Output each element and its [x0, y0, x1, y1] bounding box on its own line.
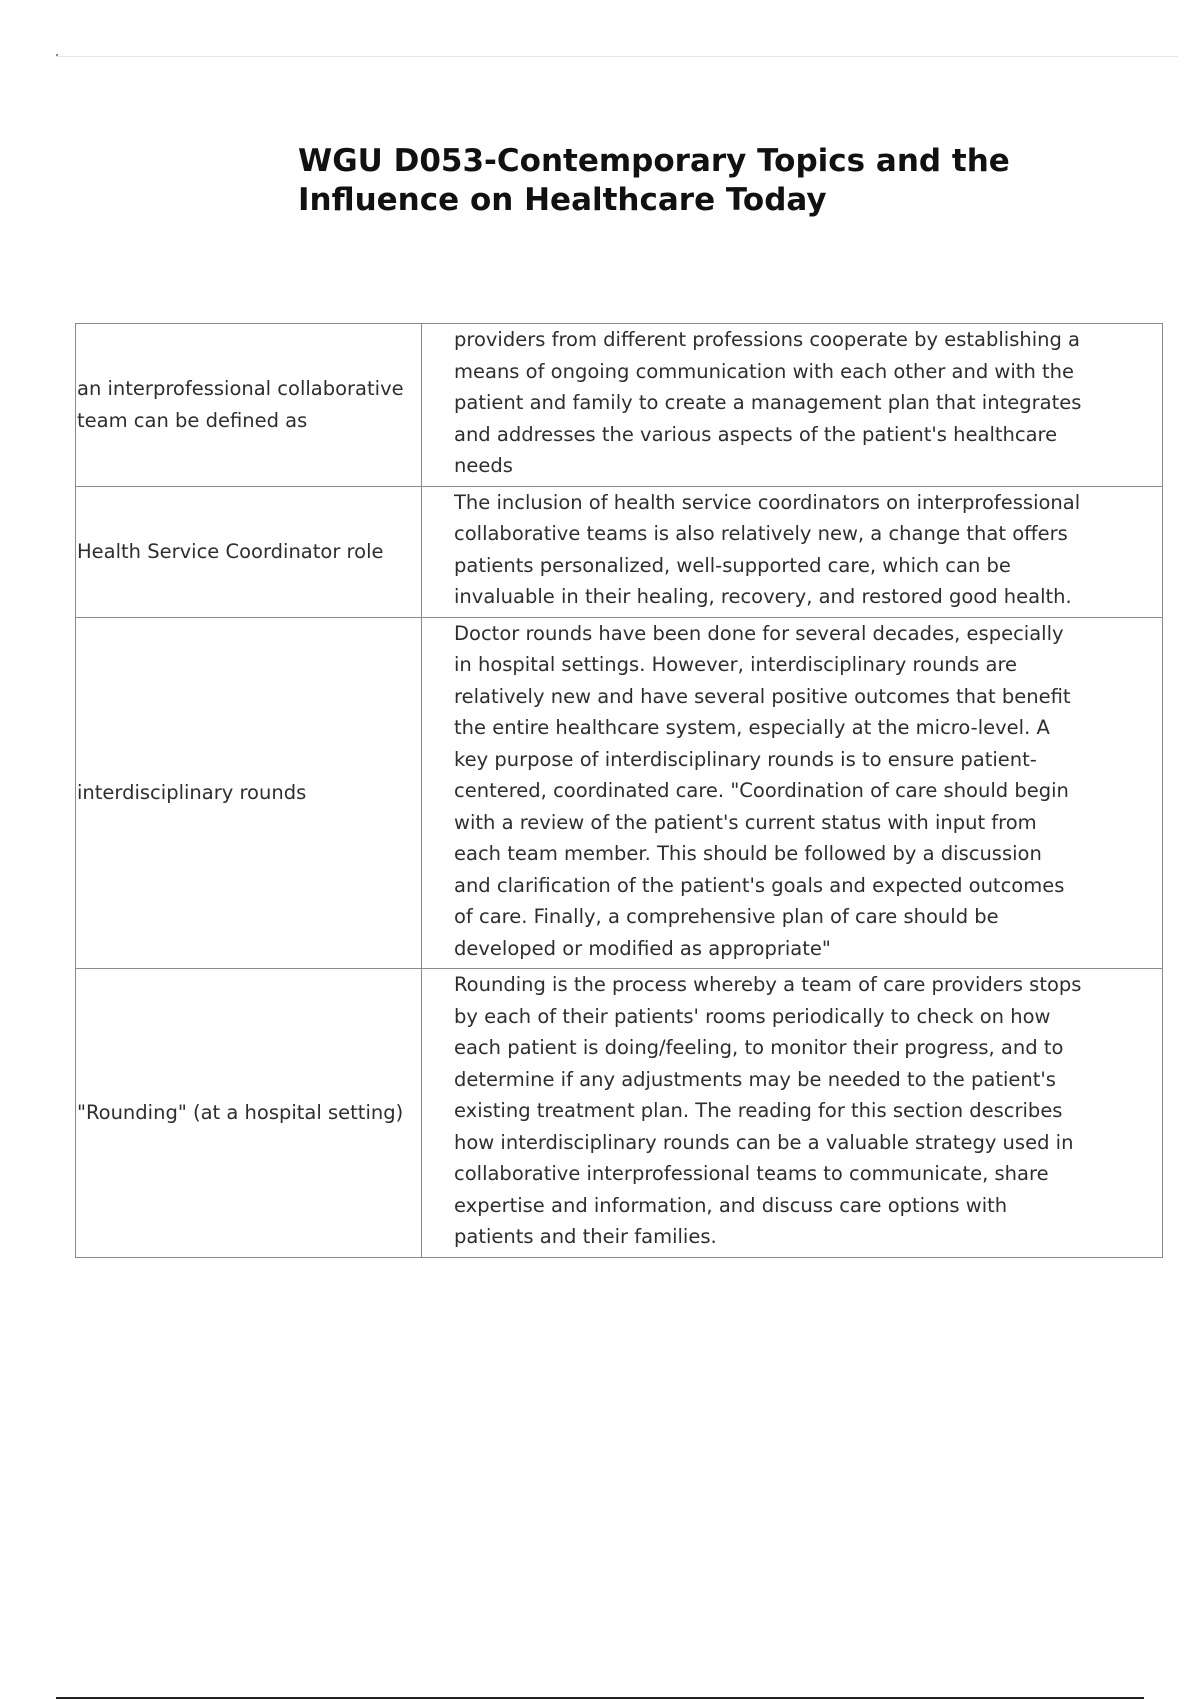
document-title: WGU D053-Contemporary Topics and the Influence on Healthcare Today — [298, 143, 1010, 218]
table-row — [76, 969, 1163, 1258]
table-row — [76, 324, 1163, 487]
terms-table — [75, 323, 1163, 1258]
term-cell: Health Service Coordinator role — [76, 486, 422, 617]
table-row — [76, 617, 1163, 969]
term-cell: an interprofessional collaborative team can be defined as — [76, 324, 422, 487]
footer-divider — [56, 1697, 1144, 1699]
table-row — [76, 486, 1163, 617]
definition-cell: Rounding is the process whereby a team of care providers stops by each of their patients' rooms periodically to check on how each patient is doing/feeling, to monitor their progress, and to determine if any adjustments may be needed to the patient's existing treatment plan. The reading for this section describes how interdisciplinary rounds can be a valuable strategy used in collaborative interprofessional teams to communicate, share expertise and information, and discuss care options with patients and their families. — [422, 969, 1163, 1258]
header-marker — [56, 54, 58, 56]
definition-cell: Doctor rounds have been done for several decades, especially in hospital settings. However, interdisciplinary rounds are relatively new and have several positive outcomes that benefit the entire healthcare system, especially at the micro-level. A key purpose of interdisciplinary rounds is to ensure patient-centered, coordinated care. "Coordination of care should begin with a review of the patient's current status with input from each team member. This should be followed by a discussion and clarification of the patient's goals and expected outcomes of care. Finally, a comprehensive plan of care should be developed or modified as appropriate" — [422, 617, 1163, 969]
term-cell: interdisciplinary rounds — [76, 617, 422, 969]
term-cell: "Rounding" (at a hospital setting) — [76, 969, 422, 1258]
definition-cell: The inclusion of health service coordinators on interprofessional collaborative teams is also relatively new, a change that offers patients personalized, well-supported care, which can be invaluable in their healing, recovery, and restored good health. — [422, 486, 1163, 617]
header-divider — [56, 56, 1178, 57]
definition-cell: providers from different professions cooperate by establishing a means of ongoing communication with each other and with the patient and family to create a management plan that integrates and addresses the various aspects of the patient's healthcare needs — [422, 324, 1163, 487]
